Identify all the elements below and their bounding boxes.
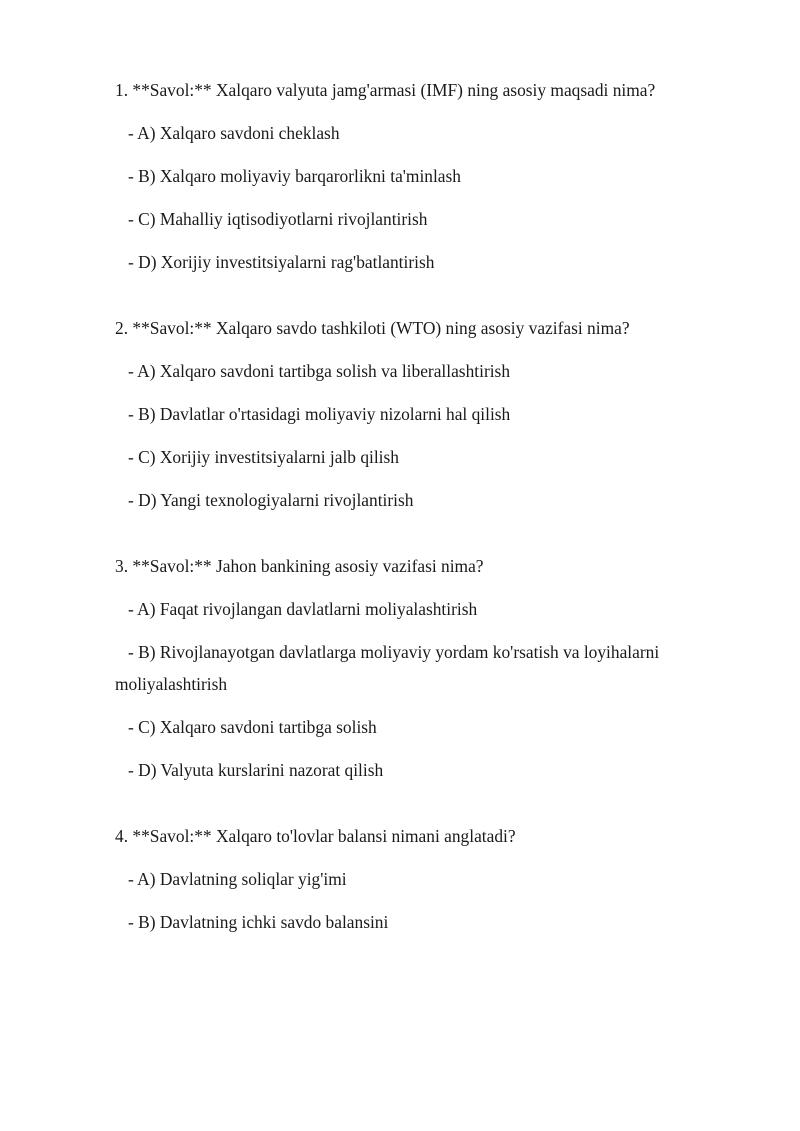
option-b: - B) Xalqaro moliyaviy barqarorlikni ta'minlash	[128, 166, 461, 186]
option-c: - C) Xorijiy investitsiyalarni jalb qilish	[128, 447, 399, 467]
option-d: - D) Valyuta kurslarini nazorat qilish	[128, 760, 384, 780]
question-2	[115, 312, 715, 516]
question-text: 1. **Savol:** Xalqaro valyuta jamg'armasi (IMF) ning asosiy maqsadi nima?	[115, 80, 656, 100]
question-text: 2. **Savol:** Xalqaro savdo tashkiloti (WTO) ning asosiy vazifasi nima?	[115, 318, 630, 338]
question-text: 4. **Savol:** Xalqaro to'lovlar balansi nimani anglatadi?	[115, 826, 516, 846]
option-c: - C) Xalqaro savdoni tartibga solish	[128, 717, 377, 737]
option-a: - A) Xalqaro savdoni tartibga solish va liberallashtirish	[128, 361, 511, 381]
question-4	[115, 820, 715, 938]
question-1	[115, 74, 715, 278]
option-b: - B) Davlatlar o'rtasidagi moliyaviy nizolarni hal qilish	[128, 404, 511, 424]
option-a: - A) Faqat rivojlangan davlatlarni moliyalashtirish	[128, 599, 478, 619]
option-c: - C) Mahalliy iqtisodiyotlarni rivojlantirish	[128, 209, 428, 229]
question-3	[115, 550, 715, 786]
option-a: - A) Davlatning soliqlar yig'imi	[128, 869, 347, 889]
option-d: - D) Yangi texnologiyalarni rivojlantirish	[128, 490, 414, 510]
question-text: 3. **Savol:** Jahon bankining asosiy vazifasi nima?	[115, 556, 484, 576]
option-b: - B) Rivojlanayotgan davlatlarga moliyaviy yordam ko'rsatish va loyihalarni moliyalashtirish	[115, 642, 664, 694]
option-b: - B) Davlatning ichki savdo balansini	[128, 912, 389, 932]
option-d: - D) Xorijiy investitsiyalarni rag'batlantirish	[128, 252, 435, 272]
quiz-content	[115, 74, 715, 972]
option-a: - A) Xalqaro savdoni cheklash	[128, 123, 340, 143]
